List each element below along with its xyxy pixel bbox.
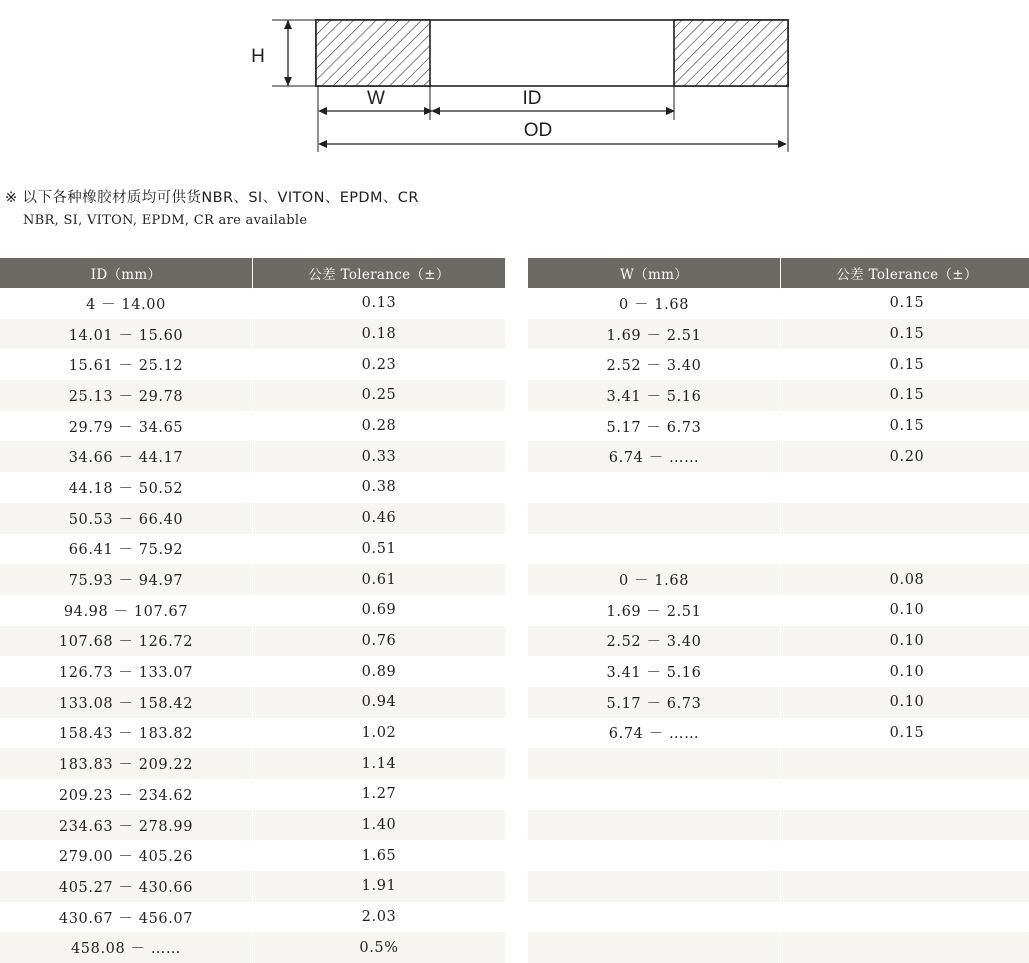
table-row (0, 687, 505, 718)
table-row (528, 932, 1029, 963)
materials-note-cn: ※ 以下各种橡胶材质均可供货NBR、SI、VITON、EPDM、CR (5, 186, 705, 207)
table-row (528, 687, 1029, 718)
w-table-body (528, 288, 1029, 963)
od-arrow-left (318, 140, 327, 148)
cell-tolerance (781, 534, 1029, 565)
cell-range (528, 902, 781, 933)
cell-range (528, 779, 781, 810)
cell-tolerance: 0.13 (253, 288, 506, 319)
cell-range: 34.66 － 44.17 (0, 441, 253, 472)
cell-tolerance (781, 932, 1029, 963)
table-row (528, 564, 1029, 595)
cell-range: 0 － 1.68 (528, 564, 781, 595)
cell-range (528, 932, 781, 963)
label-h: H (251, 46, 265, 67)
cell-range: 458.08 － …… (0, 932, 253, 963)
cell-range: 25.13 － 29.78 (0, 380, 253, 411)
seal-section-left (316, 20, 430, 86)
cell-range (528, 503, 781, 534)
cell-tolerance: 0.69 (253, 595, 506, 626)
cell-range: 234.63 － 278.99 (0, 810, 253, 841)
table-row (528, 595, 1029, 626)
cell-tolerance: 0.20 (781, 441, 1029, 472)
id-arrow-left (431, 107, 440, 115)
table-row (528, 534, 1029, 565)
table-row (528, 319, 1029, 350)
cell-tolerance: 0.33 (253, 441, 506, 472)
table-row (528, 871, 1029, 902)
cell-tolerance: 0.15 (781, 718, 1029, 749)
table-row (0, 472, 505, 503)
cell-tolerance: 1.40 (253, 810, 506, 841)
cell-range: 2.52 － 3.40 (528, 626, 781, 657)
h-arrow-down (284, 77, 292, 86)
cell-range (528, 840, 781, 871)
cell-tolerance: 0.10 (781, 595, 1029, 626)
cell-tolerance: 0.61 (253, 564, 506, 595)
cell-range: 50.53 － 66.40 (0, 503, 253, 534)
cell-tolerance: 0.28 (253, 411, 506, 442)
table-row (528, 779, 1029, 810)
cell-tolerance: 0.89 (253, 656, 506, 687)
cell-range: 44.18 － 50.52 (0, 472, 253, 503)
cell-range: 3.41 － 5.16 (528, 380, 781, 411)
cell-range: 209.23 － 234.62 (0, 779, 253, 810)
cell-range: 0 － 1.68 (528, 288, 781, 319)
cell-range (528, 534, 781, 565)
table-row (0, 779, 505, 810)
cell-range: 5.17 － 6.73 (528, 411, 781, 442)
cell-tolerance: 1.27 (253, 779, 506, 810)
cell-tolerance: 0.15 (781, 349, 1029, 380)
cell-tolerance: 0.5% (253, 932, 506, 963)
cell-tolerance: 0.08 (781, 564, 1029, 595)
cell-range: 126.73 － 133.07 (0, 656, 253, 687)
cell-tolerance: 0.15 (781, 288, 1029, 319)
cell-tolerance: 0.76 (253, 626, 506, 657)
table-row (0, 656, 505, 687)
cell-tolerance: 0.25 (253, 380, 506, 411)
cell-tolerance (781, 503, 1029, 534)
cell-range (528, 472, 781, 503)
seal-section-right (674, 20, 788, 86)
cell-tolerance: 0.10 (781, 687, 1029, 718)
cell-tolerance: 0.10 (781, 626, 1029, 657)
tolerance-tables (0, 258, 1029, 963)
cell-tolerance: 0.38 (253, 472, 506, 503)
id-table-body (0, 288, 505, 963)
table-row (0, 411, 505, 442)
table-row (0, 564, 505, 595)
cell-tolerance: 0.15 (781, 411, 1029, 442)
cell-range: 5.17 － 6.73 (528, 687, 781, 718)
table-row (0, 626, 505, 657)
cell-tolerance: 1.65 (253, 840, 506, 871)
table-row (528, 441, 1029, 472)
table-row (528, 656, 1029, 687)
materials-note-en: NBR, SI, VITON, EPDM, CR are available (23, 213, 705, 228)
cell-tolerance (781, 472, 1029, 503)
cell-range (528, 871, 781, 902)
cell-tolerance: 0.18 (253, 319, 506, 350)
id-tolerance-table (0, 258, 505, 963)
cell-tolerance: 0.15 (781, 380, 1029, 411)
cell-range: 4 － 14.00 (0, 288, 253, 319)
column-header-w: W（mm） (528, 258, 781, 288)
table-row (0, 534, 505, 565)
table-row (0, 595, 505, 626)
table-row (528, 902, 1029, 933)
materials-note (5, 186, 705, 228)
column-header-id: ID（mm） (0, 258, 253, 288)
od-arrow-right (778, 140, 787, 148)
cell-range: 107.68 － 126.72 (0, 626, 253, 657)
cell-range: 430.67 － 456.07 (0, 902, 253, 933)
table-row (528, 718, 1029, 749)
column-header-id-tolerance: 公差 Tolerance（±） (253, 258, 506, 288)
label-w: W (367, 88, 385, 109)
w-tolerance-table-wrapper (528, 258, 1028, 963)
cell-range: 405.27 － 430.66 (0, 871, 253, 902)
cell-range: 29.79 － 34.65 (0, 411, 253, 442)
w-tolerance-table (528, 258, 1029, 963)
w-arrow-left (318, 107, 327, 115)
diagram-svg (0, 0, 1029, 170)
table-row (0, 932, 505, 963)
table-row (528, 748, 1029, 779)
cell-range: 158.43 － 183.82 (0, 718, 253, 749)
cell-tolerance: 1.91 (253, 871, 506, 902)
cell-tolerance (781, 871, 1029, 902)
table-row (528, 380, 1029, 411)
cell-tolerance: 1.02 (253, 718, 506, 749)
table-row (528, 349, 1029, 380)
table-row (0, 349, 505, 380)
cell-range: 6.74 － …… (528, 441, 781, 472)
cell-range: 279.00 － 405.26 (0, 840, 253, 871)
table-row (0, 319, 505, 350)
table-row (528, 840, 1029, 871)
table-row (528, 411, 1029, 442)
table-row (0, 718, 505, 749)
id-tolerance-table-wrapper (0, 258, 500, 963)
cell-tolerance: 0.23 (253, 349, 506, 380)
cell-tolerance (781, 902, 1029, 933)
cell-range: 94.98 － 107.67 (0, 595, 253, 626)
table-row (0, 441, 505, 472)
cell-tolerance (781, 779, 1029, 810)
cell-range: 15.61 － 25.12 (0, 349, 253, 380)
cell-range: 133.08 － 158.42 (0, 687, 253, 718)
cell-tolerance: 2.03 (253, 902, 506, 933)
table-header-row (0, 258, 505, 288)
cell-tolerance (781, 840, 1029, 871)
table-row (0, 380, 505, 411)
cell-range: 3.41 － 5.16 (528, 656, 781, 687)
cell-range: 66.41 － 75.92 (0, 534, 253, 565)
cell-tolerance: 1.14 (253, 748, 506, 779)
cell-range: 183.83 － 209.22 (0, 748, 253, 779)
cell-range (528, 748, 781, 779)
table-row (0, 503, 505, 534)
label-id: ID (523, 88, 542, 109)
cell-tolerance: 0.46 (253, 503, 506, 534)
cell-tolerance (781, 810, 1029, 841)
table-row (0, 288, 505, 319)
cell-range: 2.52 － 3.40 (528, 349, 781, 380)
cell-range: 75.93 － 94.97 (0, 564, 253, 595)
cell-range: 1.69 － 2.51 (528, 595, 781, 626)
table-row (0, 840, 505, 871)
cell-tolerance: 0.51 (253, 534, 506, 565)
table-row (528, 810, 1029, 841)
seal-cross-section-diagram (0, 0, 1029, 170)
label-od: OD (524, 120, 553, 141)
table-row (528, 503, 1029, 534)
column-header-w-tolerance: 公差 Tolerance（±） (781, 258, 1029, 288)
cell-tolerance: 0.94 (253, 687, 506, 718)
cell-range: 6.74 － …… (528, 718, 781, 749)
cell-tolerance (781, 748, 1029, 779)
cell-range (528, 810, 781, 841)
cell-range: 14.01 － 15.60 (0, 319, 253, 350)
table-header-row (528, 258, 1029, 288)
cell-range: 1.69 － 2.51 (528, 319, 781, 350)
table-row (0, 902, 505, 933)
table-row (0, 871, 505, 902)
table-row (528, 626, 1029, 657)
table-row (0, 810, 505, 841)
cell-tolerance: 0.15 (781, 319, 1029, 350)
h-arrow-up (284, 20, 292, 29)
table-row (528, 288, 1029, 319)
table-row (0, 748, 505, 779)
cell-tolerance: 0.10 (781, 656, 1029, 687)
table-row (528, 472, 1029, 503)
